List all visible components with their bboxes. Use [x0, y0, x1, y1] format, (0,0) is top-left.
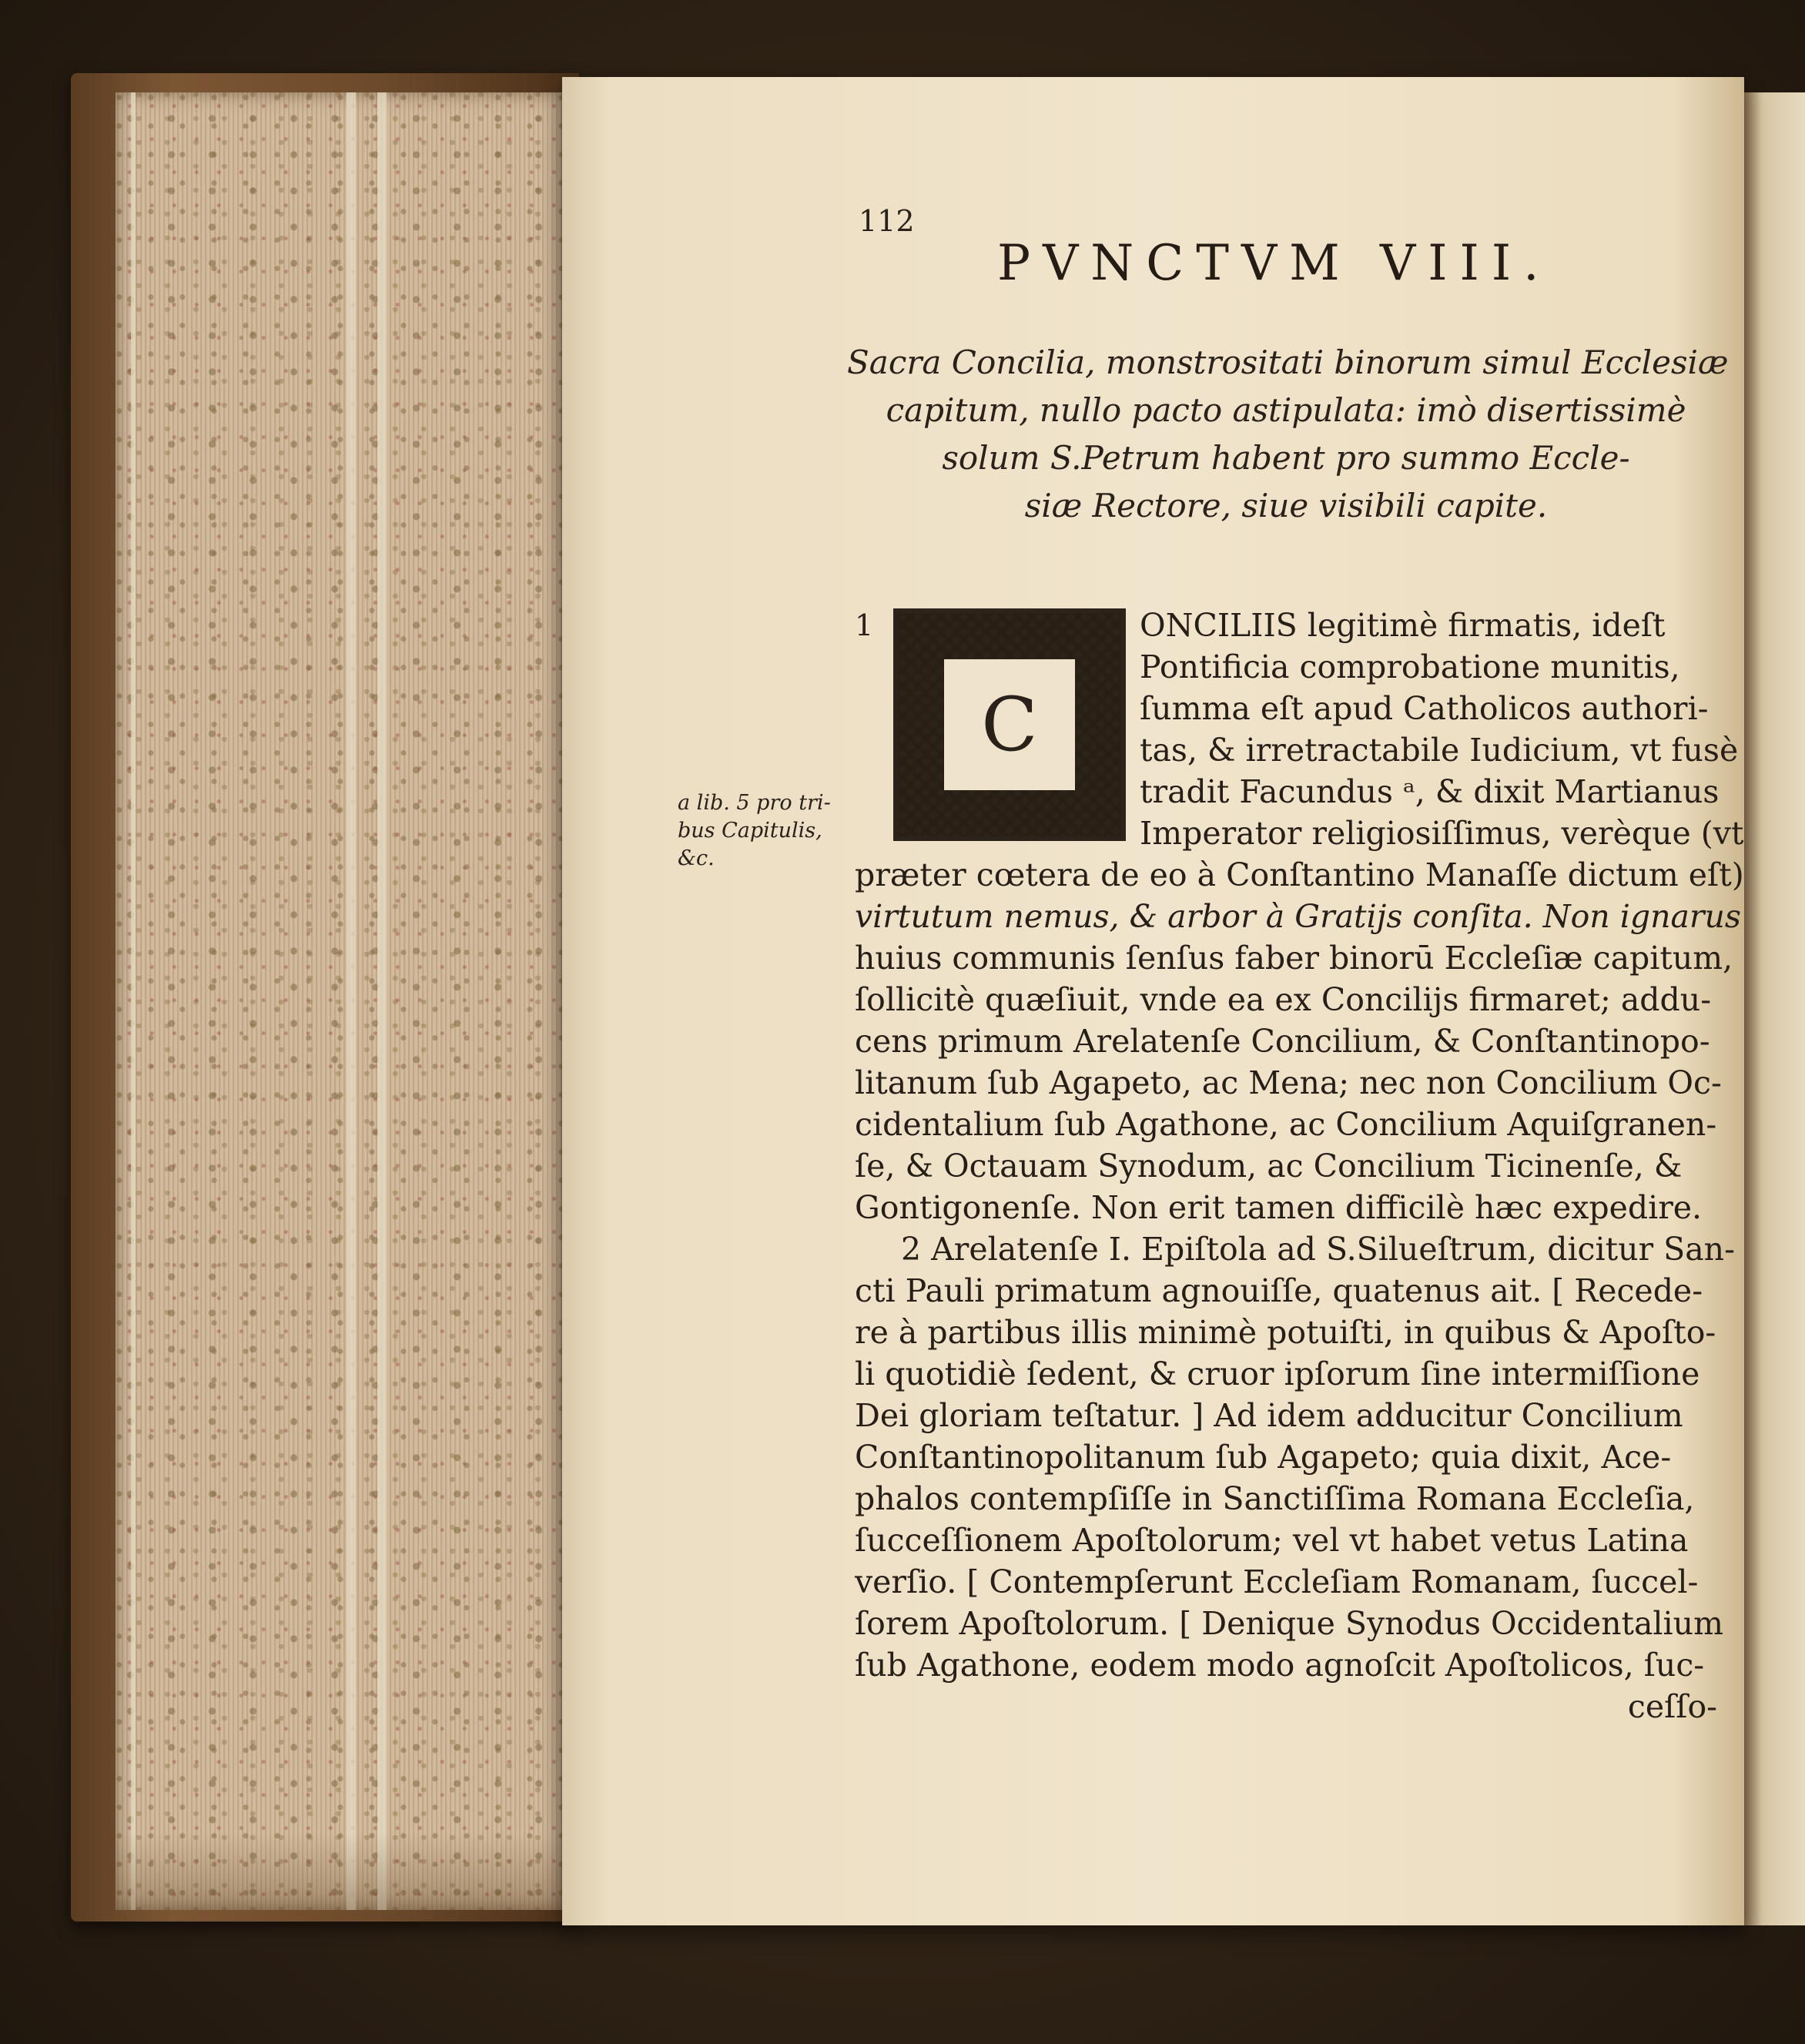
body-line: ſollicitè quæſiuit, vnde ea ex Concilijs firmaret; addu- — [855, 981, 1712, 1018]
body-text — [855, 605, 1744, 1727]
body-line: ſumma eſt apud Catholicos authori- — [1140, 690, 1709, 727]
body-line: Imperator religiosiſſimus, verèque (vt — [1140, 815, 1744, 852]
edge-stripe — [377, 92, 387, 1910]
facing-page-edge — [1744, 92, 1805, 1925]
margin-note — [678, 789, 847, 873]
body-line: Pontificia comprobatione munitis, — [1140, 648, 1680, 685]
body-line: huius communis ſenſus faber binorū Eccleſiæ capitum, — [855, 940, 1733, 977]
margin-note-line: bus Capitulis, — [678, 819, 822, 843]
page-number: 112 — [859, 204, 915, 238]
body-line: ſub Agathone, eodem modo agnoſcit Apoſtolicos, ſuc- — [855, 1647, 1705, 1684]
body-line: cens primum Arelatenſe Concilium, & Conſtantinopo- — [855, 1023, 1710, 1060]
page-header — [859, 204, 1644, 292]
margin-note-line: &c. — [678, 846, 715, 870]
body-line: Conſtantinopolitanum ſub Agapeto; quia dixit, Ace- — [855, 1439, 1672, 1476]
body-line: ſe, & Octauam Synodum, ac Concilium Ticinenſe, & — [855, 1148, 1683, 1185]
margin-note-line: a lib. 5 pro tri- — [678, 791, 831, 815]
body-line: li quotidiè ſedent, & cruor ipſorum ſine intermiſſione — [855, 1355, 1700, 1392]
body-line: Dei gloriam teſtatur. ] Ad idem adducitur Concilium — [855, 1397, 1683, 1434]
body-line: Gontigonenſe. Non erit tamen difficilè hæc expedire. — [855, 1189, 1703, 1226]
headnote-line: solum S.Petrum habent pro summo Eccle- — [942, 439, 1630, 477]
body-line: verſio. [ Contempſerunt Eccleſiam Romanam, ſuccel- — [855, 1563, 1699, 1600]
body-line: phalos contempſiſſe in Sanctiſſima Romana Eccleſia, — [855, 1480, 1695, 1517]
running-title: PVNCTVM VIII. — [997, 235, 1552, 292]
edge-stripe — [347, 92, 356, 1910]
body-line: re à partibus illis minimè potuiſti, in quibus & Apoſto- — [855, 1314, 1716, 1351]
body-line: tradit Facundus ᵃ, & dixit Martianus — [1140, 773, 1720, 810]
body-line: litanum ſub Agapeto, ac Mena; nec non Concilium Oc- — [855, 1064, 1722, 1101]
headnote-line: siæ Rectore, siue visibili capite. — [1024, 487, 1548, 524]
body-line: tas, & irretractabile Iudicium, vt fusè — [1140, 732, 1739, 769]
body-line: virtutum nemus, & arbor à Gratijs conſita. Non ignarus — [855, 898, 1741, 935]
initial-letter: C — [981, 682, 1038, 768]
body-line: ſucceſſionem Apoſtolorum; vel vt habet vetus Latina — [855, 1522, 1689, 1559]
edge-stripe — [131, 92, 136, 1910]
headnote — [847, 339, 1729, 530]
body-line: ſorem Apoſtolorum. [ Denique Synodus Occidentalium — [855, 1605, 1723, 1642]
book-fore-edge — [116, 92, 562, 1910]
body-line: 2 Arelatenſe I. Epiſtola ad S.Silueſtrum, dicitur San- — [901, 1231, 1735, 1268]
section-number: 1 — [855, 608, 874, 642]
body-line: præter cœtera de eo à Conſtantino Manaſſe dictum eſt) — [855, 856, 1744, 893]
body-line: ONCILIIS legitimè firmatis, ideſt — [1140, 607, 1666, 644]
catchword: ceſſo- — [1627, 1688, 1717, 1725]
body-line: cti Pauli primatum agnouiſſe, quatenus ait. [ Recede- — [855, 1272, 1703, 1309]
headnote-line: Sacra Concilia, monstrositati binorum simul Ecclesiæ — [847, 343, 1729, 381]
body-line: cidentalium ſub Agathone, ac Concilium Aquiſgranen- — [855, 1106, 1717, 1143]
headnote-line: capitum, nullo pacto astipulata: imò disertissimè — [886, 391, 1686, 429]
